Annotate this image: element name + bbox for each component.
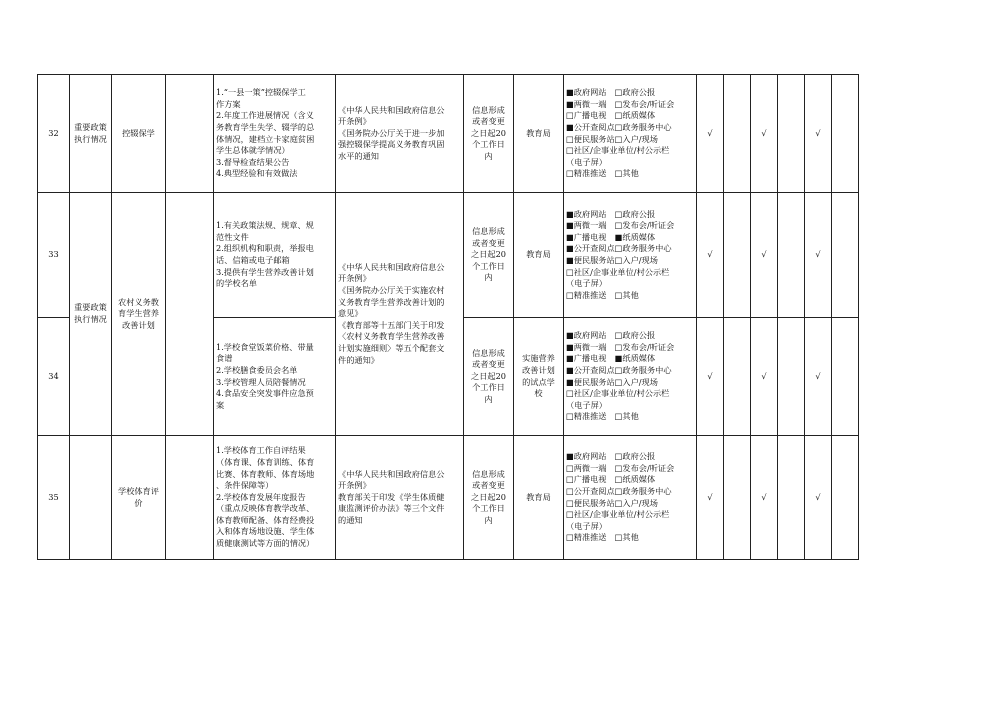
text-line: 内 — [484, 514, 493, 525]
text-line: ■广播电视 ■纸质媒体 — [566, 231, 656, 242]
channels-cell — [564, 193, 697, 318]
disclosure-table — [37, 74, 859, 560]
text-line: 计划实施细则〉等五个配套文 — [338, 342, 445, 353]
text-line: 强控辍保学提高义务教育巩固 — [338, 139, 445, 150]
timing-cell — [464, 318, 514, 436]
agency-cell: 教育局 — [514, 436, 564, 560]
mark-cell: √ — [697, 193, 724, 318]
text-line: 的试点学 — [522, 376, 555, 387]
content-cell — [214, 436, 336, 560]
text-line: ■政府网站 □政府公报 — [566, 451, 656, 462]
text-line: □便民服务站□入户/现场 — [566, 133, 658, 144]
text-line: 2.学校体育发展年度报告 — [216, 491, 306, 502]
text-line: 1.有关政策法规、规章、规 — [216, 220, 314, 231]
text-line: 话、信箱或电子邮箱 — [216, 255, 290, 265]
empty-cell — [166, 436, 214, 560]
text-line: 《国务院办公厅关于进一步加 — [338, 127, 445, 138]
text-line: ■政府网站 □政府公报 — [566, 208, 656, 219]
text-line: ■公开查阅点□政务服务中心 — [566, 121, 672, 132]
text-line: □公开查阅点□政务服务中心 — [566, 485, 672, 496]
mark-cell: √ — [805, 193, 832, 318]
text-line: 之日起20 — [471, 370, 506, 381]
text-line: 入和体育场地设施、学生体 — [216, 526, 315, 537]
mark-cell — [832, 75, 859, 193]
text-line: ■便民服务站□入户/现场 — [566, 255, 658, 265]
row-number: 33 — [38, 193, 70, 318]
mark-cell — [832, 436, 859, 560]
mark-cell — [724, 75, 751, 193]
text-line: 务教育学生失学、辍学的总 — [216, 121, 315, 132]
text-line: 康监测评价办法》等三个文件 — [338, 503, 445, 514]
mark-cell: √ — [751, 436, 778, 560]
text-line: □社区/企事业单位/村公示栏 — [566, 509, 670, 520]
text-line: 校 — [534, 388, 543, 399]
text-line: 2.年度工作进展情况（含义 — [216, 110, 314, 121]
text-line: 开条例》 — [338, 273, 371, 284]
text-line: 个工作日 — [472, 503, 505, 514]
mark-cell — [724, 193, 751, 318]
text-line: 《教育部等十五部门关于印发 — [338, 319, 445, 330]
text-line: 案 — [216, 399, 225, 410]
basis-cell — [336, 75, 464, 193]
text-line: 1.学校体育工作自评结果 — [216, 445, 306, 456]
text-line: 内 — [484, 150, 493, 161]
text-line: 开条例》 — [338, 116, 371, 127]
mark-cell: √ — [697, 75, 724, 193]
text-line: 或者变更 — [472, 480, 505, 491]
text-line: 范性文件 — [216, 231, 249, 242]
mark-cell — [778, 318, 805, 436]
text-line: 内 — [484, 272, 493, 283]
text-line: 实施营养 — [522, 353, 555, 364]
basis-cell — [336, 436, 464, 560]
text-line: ■两微一端 □发布会/听证会 — [566, 341, 675, 352]
text-line: 个工作日 — [472, 382, 505, 393]
mark-cell — [832, 193, 859, 318]
mark-cell — [778, 436, 805, 560]
content-cell — [214, 318, 336, 436]
text-line: 《中华人民共和国政府信息公 — [338, 104, 445, 115]
text-line: ■广播电视 ■纸质媒体 — [566, 353, 656, 364]
text-line: 4.典型经验和有效做法 — [216, 168, 298, 179]
text-line: 改善计划 — [522, 364, 555, 375]
text-line: 《国务院办公厅关于实施农村 — [338, 285, 445, 296]
text-line: □广播电视 □纸质媒体 — [566, 110, 656, 121]
channels-cell — [564, 436, 697, 560]
item-cell: 学校体育评价 — [112, 436, 166, 560]
agency-cell: 教育局 — [514, 193, 564, 318]
mark-cell: √ — [751, 193, 778, 318]
text-line: 4.食品安全突发事件应急预 — [216, 388, 314, 399]
category-cell: 重要政策执行情况 — [70, 75, 112, 193]
text-line: 或者变更 — [472, 359, 505, 370]
empty-cell — [166, 193, 214, 436]
text-line: □社区/企事业单位/村公示栏 — [566, 266, 670, 277]
row-number: 32 — [38, 75, 70, 193]
mark-cell — [832, 318, 859, 436]
text-line: 水平的通知 — [338, 150, 379, 161]
mark-cell: √ — [805, 436, 832, 560]
text-line: （体育课、体育训练、体育 — [216, 456, 315, 467]
text-line: □便民服务站□入户/现场 — [566, 497, 658, 508]
empty-cell — [70, 436, 112, 560]
text-line: 或者变更 — [472, 116, 505, 127]
channels-cell — [564, 75, 697, 193]
empty-cell — [166, 75, 214, 193]
text-line: 体育教师配备、体育经费投 — [216, 514, 315, 525]
agency-cell — [514, 318, 564, 436]
text-line: 〈农村义务教育学生营养改善 — [338, 331, 445, 342]
text-line: 体情况，建档立卡家庭贫困 — [216, 133, 315, 144]
text-line: 质健康测试等方面的情况） — [216, 538, 315, 549]
text-line: □精准推送 □其他 — [566, 532, 639, 543]
text-line: 的学校名单 — [216, 278, 257, 289]
text-line: □社区/企事业单位/村公示栏 — [566, 145, 670, 156]
text-line: 义务教育学生营养改善计划的 — [338, 296, 445, 307]
category-cell: 重要政策执行情况 — [70, 193, 112, 436]
text-line: ■政府网站 □政府公报 — [566, 330, 656, 341]
text-line: 信息形成 — [472, 104, 505, 115]
basis-cell — [336, 193, 464, 436]
mark-cell: √ — [697, 318, 724, 436]
text-line: ■两微一端 □发布会/听证会 — [566, 220, 675, 231]
mark-cell — [724, 436, 751, 560]
row-number: 35 — [38, 436, 70, 560]
mark-cell — [724, 318, 751, 436]
text-line: 信息形成 — [472, 226, 505, 237]
mark-cell: √ — [697, 436, 724, 560]
item-cell: 控辍保学 — [112, 75, 166, 193]
text-line: 之日起20 — [471, 249, 506, 260]
text-line: □精准推送 □其他 — [566, 168, 639, 179]
text-line: 教育部关于印发《学生体质健 — [338, 491, 445, 502]
mark-cell — [778, 193, 805, 318]
text-line: 学生总体就学情况） — [216, 145, 290, 156]
text-line: □两微一端 □发布会/听证会 — [566, 462, 675, 473]
text-line: □精准推送 □其他 — [566, 411, 639, 422]
text-line: （电子屏） — [566, 399, 607, 410]
mark-cell: √ — [751, 318, 778, 436]
text-line: 2.学校膳食委员会名单 — [216, 364, 298, 375]
text-line: □精准推送 □其他 — [566, 289, 639, 300]
text-line: （重点反映体育教学改革、 — [216, 503, 315, 514]
mark-cell: √ — [805, 75, 832, 193]
text-line: （电子屏） — [566, 156, 607, 167]
table-row — [38, 193, 859, 318]
text-line: ■公开查阅点□政务服务中心 — [566, 364, 672, 375]
text-line: 比赛、体育教师、体育场地 — [216, 468, 315, 479]
mark-cell: √ — [805, 318, 832, 436]
text-line: 3.学校管理人员陪餐情况 — [216, 376, 306, 387]
content-cell — [214, 193, 336, 318]
timing-cell — [464, 193, 514, 318]
text-line: ■便民服务站□入户/现场 — [566, 376, 658, 387]
text-line: 信息形成 — [472, 347, 505, 358]
table-row — [38, 436, 859, 560]
text-line: 《中华人民共和国政府信息公 — [338, 261, 445, 272]
content-cell — [214, 75, 336, 193]
text-line: 个工作日 — [472, 260, 505, 271]
text-line: ■两微一端 □发布会/听证会 — [566, 98, 675, 109]
text-line: 件的通知》 — [338, 354, 379, 365]
text-line: 3.提供有学生营养改善计划 — [216, 266, 314, 277]
text-line: 个工作日 — [472, 139, 505, 150]
item-cell: 农村义务教育学生营养改善计划 — [112, 193, 166, 436]
text-line: □广播电视 □纸质媒体 — [566, 474, 656, 485]
text-line: 1.“一县一策”控辍保学工 — [216, 87, 306, 98]
row-number: 34 — [38, 318, 70, 436]
text-line: 之日起20 — [471, 491, 506, 502]
text-line: 的通知 — [338, 514, 363, 525]
text-line: 开条例》 — [338, 480, 371, 491]
text-line: 作方案 — [216, 98, 241, 109]
text-line: 《中华人民共和国政府信息公 — [338, 468, 445, 479]
text-line: □社区/企事业单位/村公示栏 — [566, 388, 670, 399]
text-line: 2.组织机构和职责，举报电 — [216, 243, 314, 254]
mark-cell: √ — [751, 75, 778, 193]
mark-cell — [778, 75, 805, 193]
timing-cell — [464, 75, 514, 193]
agency-cell: 教育局 — [514, 75, 564, 193]
text-line: 或者变更 — [472, 237, 505, 248]
text-line: 食谱 — [216, 353, 233, 364]
text-line: 之日起20 — [471, 127, 506, 138]
text-line: ■政府网站 □政府公报 — [566, 87, 656, 98]
text-line: 1.学校食堂饭菜价格、带量 — [216, 341, 314, 352]
text-line: 内 — [484, 393, 493, 404]
text-line: （电子屏） — [566, 520, 607, 531]
text-line: ■公开查阅点□政务服务中心 — [566, 243, 672, 254]
channels-cell — [564, 318, 697, 436]
text-line: 3.督导检查结果公告 — [216, 156, 290, 167]
text-line: 信息形成 — [472, 468, 505, 479]
text-line: 、条件保障等） — [216, 480, 274, 491]
timing-cell — [464, 436, 514, 560]
text-line: 意见》 — [338, 308, 363, 319]
table-row — [38, 75, 859, 193]
text-line: （电子屏） — [566, 278, 607, 289]
